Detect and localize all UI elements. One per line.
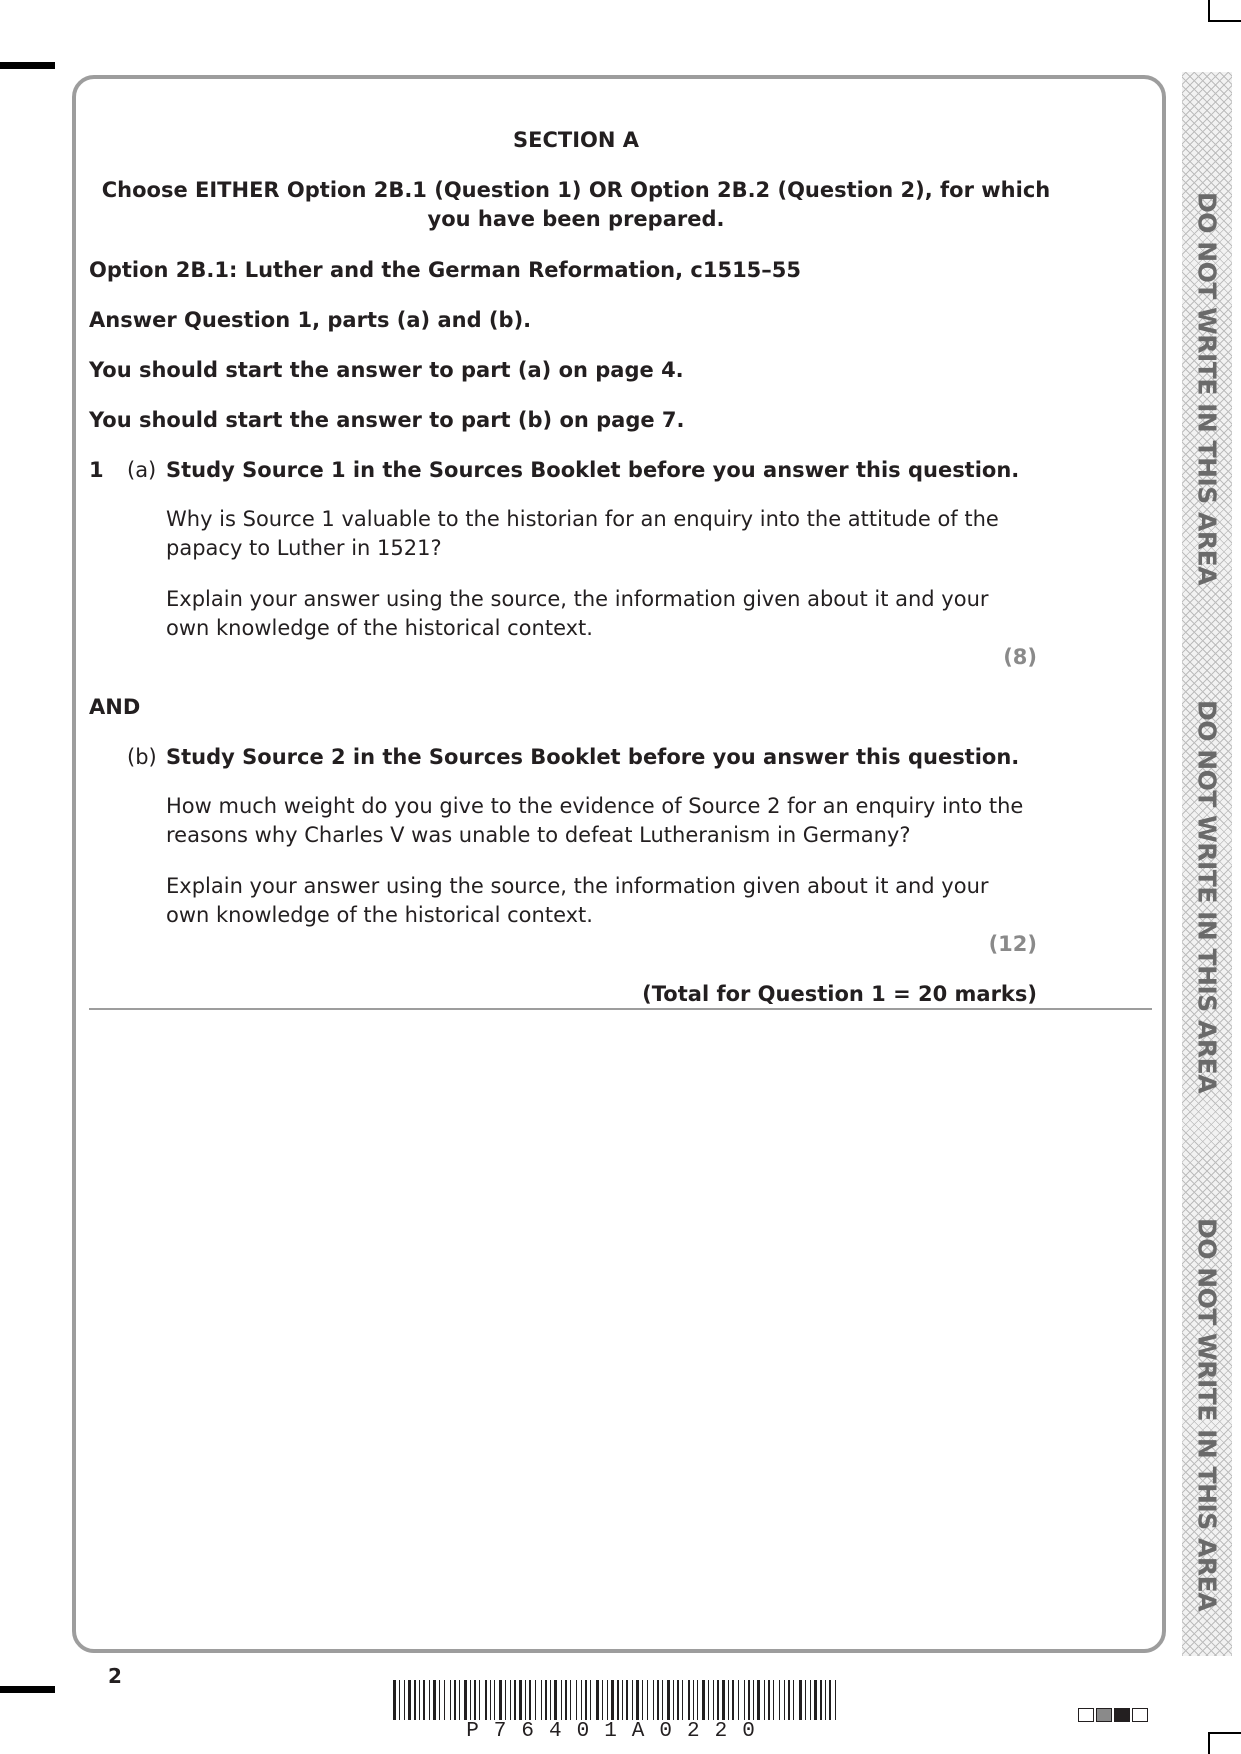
barcode-bar	[596, 1680, 599, 1720]
barcode-bar	[576, 1680, 577, 1720]
barcode-bar	[464, 1680, 467, 1720]
barcode-bar	[550, 1680, 551, 1720]
barcode-bar	[519, 1680, 522, 1720]
barcode-bar	[788, 1680, 790, 1720]
barcode-bar	[505, 1680, 506, 1720]
start-part-a-instruction: You should start the answer to part (a) on page 4.	[89, 358, 684, 382]
barcode-bar	[393, 1680, 396, 1720]
part-a-question-line-1: Why is Source 1 valuable to the historian for an enquiry into the attitude of the	[166, 507, 999, 531]
divider-rule	[89, 1008, 1152, 1010]
part-b-question-line-1: How much weight do you give to the evidence of Source 2 for an enquiry into the	[166, 794, 1024, 818]
and-label: AND	[89, 695, 141, 719]
marker-box-black-icon	[1114, 1708, 1130, 1722]
barcode-bar	[688, 1680, 690, 1720]
part-b-explain-line-2: own knowledge of the historical context.	[166, 903, 593, 927]
barcode-bar	[647, 1680, 648, 1720]
barcode-bar	[570, 1680, 571, 1720]
barcode-bar	[722, 1680, 725, 1720]
barcode-bar	[667, 1680, 670, 1720]
start-part-b-instruction: You should start the answer to part (b) on page 7.	[89, 408, 685, 432]
barcode-bar	[814, 1680, 817, 1720]
barcode-bar	[485, 1680, 487, 1720]
barcode-bar	[607, 1680, 608, 1720]
barcode-bar	[525, 1680, 526, 1720]
barcode-bar	[632, 1680, 633, 1720]
barcode-bar	[793, 1680, 794, 1720]
marker-box-empty-icon	[1078, 1708, 1094, 1722]
barcode-bar	[708, 1680, 709, 1720]
barcode-bar	[510, 1680, 511, 1720]
question-number: 1	[89, 458, 104, 482]
barcode-bar	[541, 1680, 542, 1720]
barcode-bar	[454, 1680, 456, 1720]
section-title: SECTION A	[512, 128, 639, 152]
part-b-label: (b)	[127, 745, 157, 769]
part-b-question-line-2: reasons why Charles V was unable to defeat Lutheranism in Germany?	[166, 823, 911, 847]
question-total: (Total for Question 1 = 20 marks)	[642, 982, 1037, 1006]
barcode-bar	[657, 1680, 659, 1720]
barcode-bar	[738, 1680, 739, 1720]
crop-mark-bottom-right-h	[1208, 1732, 1210, 1754]
barcode-bar	[799, 1680, 802, 1720]
barcode-bar	[514, 1680, 516, 1720]
barcode-bar	[773, 1680, 774, 1720]
barcode-bar	[835, 1680, 836, 1720]
barcode-bar	[479, 1680, 480, 1720]
barcode-bar	[470, 1680, 471, 1720]
barcode-bar	[697, 1680, 698, 1720]
part-a-question-line-2: papacy to Luther in 1521?	[166, 536, 442, 560]
barcode-bar	[810, 1680, 811, 1720]
barcode-bar	[565, 1680, 567, 1720]
barcode-bar	[829, 1680, 831, 1720]
barcode-bar	[728, 1680, 729, 1720]
barcode-bar	[602, 1680, 603, 1720]
barcode-bar	[622, 1680, 623, 1720]
barcode-bar	[748, 1680, 750, 1720]
barcode-bar	[414, 1680, 416, 1720]
barcode-bar	[693, 1680, 694, 1720]
barcode-bar	[499, 1680, 502, 1720]
barcode-bar	[820, 1680, 822, 1720]
barcode-bar	[433, 1680, 436, 1720]
margin-warning-middle: DO NOT WRITE IN THIS AREA	[1192, 700, 1222, 1094]
crop-mark-bottom-right-v	[1210, 1732, 1241, 1734]
barcode-bar	[626, 1680, 628, 1720]
barcode-bar	[653, 1680, 654, 1720]
marker-box-grey-icon	[1096, 1708, 1112, 1722]
barcode-bar	[636, 1680, 639, 1720]
barcode-bar	[805, 1680, 806, 1720]
barcode-bar	[581, 1680, 582, 1720]
barcode-bar	[642, 1680, 643, 1720]
barcode-bar	[404, 1680, 405, 1720]
barcode-bar	[494, 1680, 495, 1720]
barcode-bar	[732, 1680, 734, 1720]
barcode-bar	[682, 1680, 683, 1720]
barcode-bar	[717, 1680, 719, 1720]
part-a-marks: (8)	[1003, 645, 1037, 669]
answer-instruction: Answer Question 1, parts (a) and (b).	[89, 308, 532, 332]
barcode-bar	[439, 1680, 440, 1720]
page-number: 2	[108, 1664, 122, 1688]
barcode-bar	[764, 1680, 765, 1720]
part-a-label: (a)	[127, 458, 157, 482]
barcode-text: P76401A0220	[466, 1720, 770, 1743]
barcode-bar	[673, 1680, 674, 1720]
barcode-bar	[757, 1680, 760, 1720]
marker-box-empty-icon	[1132, 1708, 1148, 1722]
barcode-bar	[490, 1680, 491, 1720]
barcode-bar	[784, 1680, 785, 1720]
barcode-bar	[677, 1680, 679, 1720]
barcode-bar	[554, 1680, 557, 1720]
crop-mark-top-right-h	[1208, 0, 1210, 22]
barcode-bar	[444, 1680, 445, 1720]
barcode-bar	[617, 1680, 619, 1720]
part-a-explain-line-1: Explain your answer using the source, the information given about it and your	[166, 587, 989, 611]
barcode-bar	[713, 1680, 714, 1720]
barcode-bar	[535, 1680, 536, 1720]
part-b-explain-line-1: Explain your answer using the source, the information given about it and your	[166, 874, 989, 898]
barcode-bar	[611, 1680, 614, 1720]
barcode-bar	[779, 1680, 780, 1720]
instruction-line-2: you have been prepared.	[427, 207, 725, 231]
barcode-bar	[825, 1680, 826, 1720]
barcode-bar	[459, 1680, 460, 1720]
barcode-bar	[399, 1680, 400, 1720]
crop-mark-top-left	[0, 62, 55, 69]
barcode-icon	[393, 1680, 843, 1720]
barcode-bar	[408, 1680, 411, 1720]
margin-warning-top: DO NOT WRITE IN THIS AREA	[1192, 192, 1222, 586]
barcode-bar	[768, 1680, 770, 1720]
barcode-bar	[450, 1680, 451, 1720]
part-a-heading: Study Source 1 in the Sources Booklet before you answer this question.	[166, 458, 1020, 482]
barcode-bar	[702, 1680, 705, 1720]
crop-mark-top-right-v	[1210, 20, 1241, 22]
part-b-heading: Study Source 2 in the Sources Booklet before you answer this question.	[166, 745, 1020, 769]
barcode-bar	[429, 1680, 430, 1720]
barcode-bar	[529, 1680, 531, 1720]
barcode-bar	[744, 1680, 745, 1720]
barcode-bar	[753, 1680, 754, 1720]
barcode-bar	[561, 1680, 562, 1720]
margin-warning-bottom: DO NOT WRITE IN THIS AREA	[1192, 1218, 1222, 1612]
part-b-marks: (12)	[988, 932, 1037, 956]
barcode-bar	[423, 1680, 425, 1720]
instruction-line-1: Choose EITHER Option 2B.1 (Question 1) OR Option 2B.2 (Question 2), for which	[101, 178, 1051, 202]
barcode-bar	[662, 1680, 663, 1720]
barcode-bar	[419, 1680, 420, 1720]
barcode-bar	[590, 1680, 591, 1720]
part-a-explain-line-2: own knowledge of the historical context.	[166, 616, 593, 640]
option-title: Option 2B.1: Luther and the German Reformation, c1515–55	[89, 258, 802, 282]
barcode-bar	[474, 1680, 476, 1720]
crop-mark-bottom-left	[0, 1686, 55, 1693]
page-marker-boxes	[1078, 1708, 1148, 1722]
barcode-bar	[545, 1680, 547, 1720]
barcode-bar	[585, 1680, 587, 1720]
